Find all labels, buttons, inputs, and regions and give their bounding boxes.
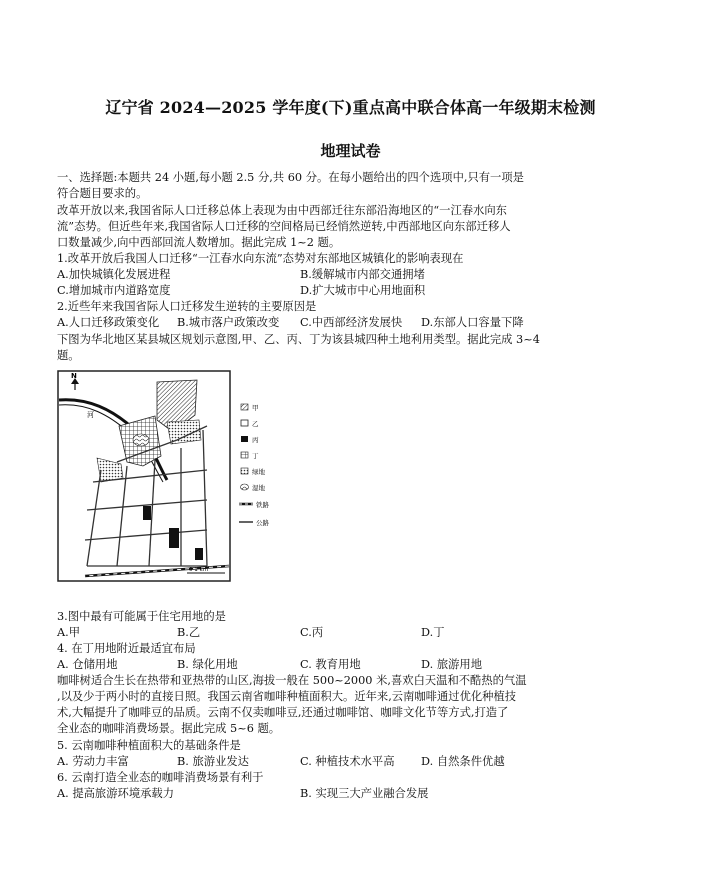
county-planning-map (57, 370, 297, 586)
legend-road: 公路 (256, 519, 269, 527)
question-3-option-d: D.丁 (421, 626, 445, 639)
legend-wetland: 湿地 (252, 484, 265, 492)
scale-label: 0 1 km (189, 567, 209, 573)
passage-3-line: 全业态的咖啡消费场景。据此完成 5~6 题。 (57, 722, 281, 735)
question-2-option-b: B.城市落户政策改变 (177, 316, 280, 329)
passage-2-line: 题。 (57, 349, 80, 362)
question-1-stem: 1.改革开放后我国人口迁移“一江春水向东流”态势对东部地区城镇化的影响表现在 (57, 252, 464, 265)
question-3-option-b: B.乙 (177, 626, 201, 639)
legend-bing: 丙 (252, 436, 259, 444)
land-bing (195, 548, 203, 560)
passage-3-line: ,以及少于两小时的直接日照。我国云南省咖啡种植面积大。近年来,云南咖啡通过优化种植技 (57, 690, 517, 703)
legend-jia: 甲 (252, 404, 259, 412)
passage-3-line: 咖啡树适合生长在热带和亚热带的山区,海拔一般在 500~2000 米,喜欢白天温和不酷热的气温 (57, 674, 527, 687)
question-3-option-c: C.丙 (300, 626, 324, 639)
question-2-stem: 2.近些年来我国省际人口迁移发生逆转的主要原因是 (57, 300, 317, 313)
passage-2-line: 下图为华北地区某县城区规划示意图,甲、乙、丙、丁为该县城四种土地利用类型。据此完成 3~4 (57, 333, 540, 346)
question-6-stem: 6. 云南打造全业态的咖啡消费场景有利于 (57, 771, 264, 784)
question-1-option-c: C.增加城市内道路宽度 (57, 284, 171, 297)
question-5-stem: 5. 云南咖啡种植面积大的基础条件是 (57, 739, 241, 752)
legend-ding: 丁 (252, 452, 259, 460)
passage-1-line: 改革开放以来,我国省际人口迁移总体上表现为由中西部迁往东部沿海地区的“一江春水向东 (57, 204, 507, 217)
north-label: N (71, 372, 77, 380)
legend-green: 绿地 (252, 468, 265, 476)
land-bing (169, 528, 179, 548)
question-1-option-d: D.扩大城市中心用地面积 (300, 284, 426, 297)
question-4-option-c: C. 教育用地 (300, 658, 361, 671)
question-6-option-b: B. 实现三大产业融合发展 (300, 787, 429, 800)
land-bing (143, 506, 151, 520)
question-2-option-a: A.人口迁移政策变化 (57, 316, 160, 329)
question-4-option-a: A. 仓储用地 (57, 658, 118, 671)
question-2-option-d: D.东部人口容量下降 (421, 316, 524, 329)
legend-yi: 乙 (252, 420, 259, 428)
question-4-option-b: B. 绿化用地 (177, 658, 238, 671)
question-1-option-b: B.缓解城市内部交通拥堵 (300, 268, 425, 281)
legend-railway: 铁路 (256, 501, 269, 509)
question-4-stem: 4. 在丁用地附近最适宜布局 (57, 642, 196, 655)
question-5-option-c: C. 种植技术水平高 (300, 755, 395, 768)
question-3-stem: 3.图中最有可能属于住宅用地的是 (57, 610, 226, 623)
map-legend (239, 404, 270, 527)
section-intro-line: 一、选择题:本题共 24 小题,每小题 2.5 分,共 60 分。在每小题给出的四个选项中,只有一项是 (57, 171, 524, 184)
passage-1-line: 口数量减少,向中西部回流人数增加。据此完成 1~2 题。 (57, 236, 341, 249)
question-6-option-a: A. 提高旅游环境承载力 (57, 787, 175, 800)
exam-subtitle: 地理试卷 (320, 142, 381, 160)
section-intro-line: 符合题目要求的。 (57, 187, 148, 200)
question-3-option-a: A.甲 (57, 626, 81, 639)
question-5-option-a: A. 劳动力丰富 (57, 755, 129, 768)
question-1-option-a: A.加快城镇化发展进程 (57, 268, 171, 281)
question-5-option-d: D. 自然条件优越 (421, 755, 505, 768)
river-label: 河 (87, 411, 94, 419)
passage-1-line: 流”态势。但近些年来,我国省际人口迁移的空间格局已经悄然逆转,中西部地区向东部迁移人 (57, 220, 511, 233)
question-2-option-c: C.中西部经济发展快 (300, 316, 403, 329)
question-5-option-b: B. 旅游业发达 (177, 755, 249, 768)
green-land-2 (167, 420, 201, 444)
wetland-area (133, 434, 149, 446)
passage-3-line: 术,大幅提升了咖啡豆的品质。云南不仅卖咖啡豆,还通过咖啡馆、咖啡文化节等方式,打造了 (57, 706, 509, 719)
question-4-option-d: D. 旅游用地 (421, 658, 483, 671)
exam-title: 辽宁省 2024—2025 学年度(下)重点高中联合体高一年级期末检测 (105, 98, 596, 117)
